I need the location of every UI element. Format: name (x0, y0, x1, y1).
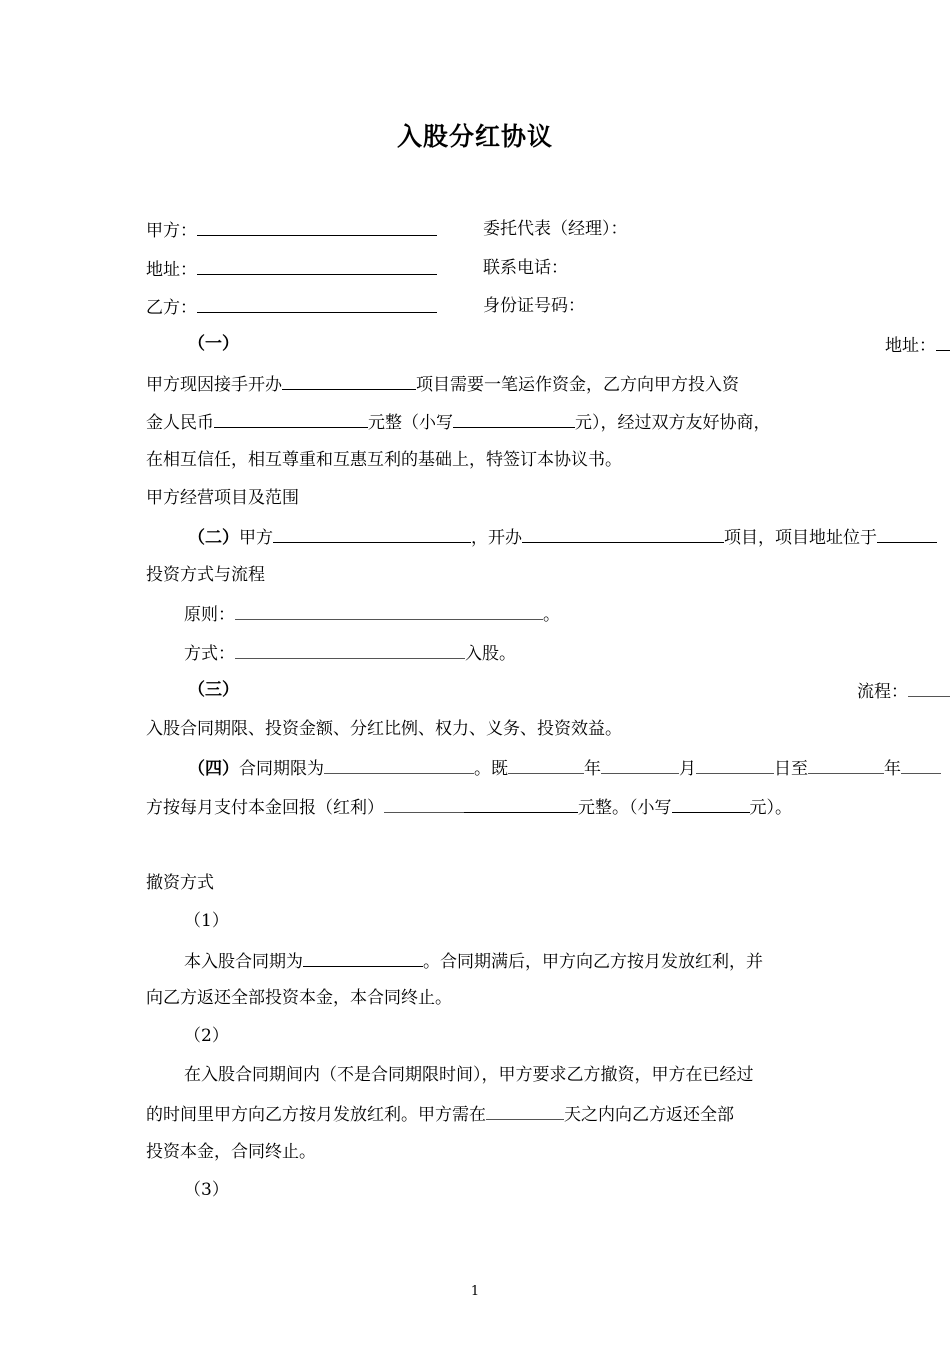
text-span: 金人民币 (146, 413, 214, 433)
text-span: 项目需要一笔运作资金，乙方向甲方投入资 (416, 375, 739, 395)
text-span: 元），经过双方友好协商， (575, 413, 771, 433)
section-3-line-1: 入股合同期限、投资金额、分红比例、权力、义务、投资效益。 (146, 719, 622, 739)
project-blank[interactable] (522, 524, 724, 543)
withdraw-item-1-line-1 (184, 948, 763, 974)
section-2-line-2: 投资方式与流程 (146, 565, 265, 585)
section-2-line-1 (188, 524, 937, 550)
text-span: 方按每月支付本金回报（红利） (146, 798, 384, 818)
section-1-line-1 (146, 371, 739, 397)
address-blank[interactable] (197, 256, 437, 275)
withdraw-heading: 撤资方式 (146, 873, 214, 893)
party-b-blank[interactable] (197, 294, 437, 313)
principle-line (184, 601, 560, 627)
withdraw-item-1-line-2: 向乙方返还全部投资本金，本合同终止。 (146, 988, 452, 1008)
project-address-blank[interactable] (877, 524, 937, 543)
withdraw-item-2-line-2 (146, 1101, 734, 1127)
flow-blank[interactable] (908, 678, 950, 697)
text-span: 月 (679, 759, 696, 779)
text-span: 。合同期满后，甲方向乙方按月发放红利，并 (423, 952, 763, 972)
page-number: 1 (470, 1284, 480, 1299)
dividend-blank-a[interactable] (384, 794, 464, 813)
method-line (184, 640, 516, 666)
text-span: 本入股合同期为 (184, 952, 303, 972)
section-1-number: （一） (188, 334, 239, 354)
phone-label: 联系电话： (483, 258, 568, 278)
address-line (146, 256, 437, 282)
text-span: 项目，项目地址位于 (724, 528, 877, 548)
section-2-number: （二） (188, 528, 239, 548)
term-blank[interactable] (324, 755, 474, 774)
section-1-address-blank[interactable] (936, 332, 950, 351)
text-span: 年 (884, 759, 901, 779)
dividend-blank-b[interactable] (464, 794, 578, 813)
text-span: 元整。（小写 (578, 798, 672, 818)
section-1-line-4: 甲方经营项目及范围 (146, 488, 299, 508)
text-span: 的时间里甲方向乙方按月发放红利。甲方需在 (146, 1105, 486, 1125)
principle-blank[interactable] (235, 601, 543, 620)
amount-capital-blank[interactable] (214, 409, 368, 428)
text-span: 甲方现因接手开办 (146, 375, 282, 395)
section-4-number: （四） (188, 759, 239, 779)
text-span: ，开办 (471, 528, 522, 548)
flow-line (857, 678, 950, 704)
address-label: 地址： (146, 260, 197, 280)
text-span: 。 (543, 605, 560, 625)
text-span: 年 (584, 759, 601, 779)
section-3-number: （三） (188, 680, 239, 700)
section-1-address (885, 332, 950, 358)
flow-label: 流程： (857, 682, 908, 702)
withdraw-item-2-line-3: 投资本金，合同终止。 (146, 1142, 316, 1162)
party-a-label: 甲方： (146, 221, 197, 241)
party-b-label: 乙方： (146, 298, 197, 318)
section-4-line-2 (146, 794, 792, 820)
text-span: 入股。 (465, 644, 516, 664)
withdraw-item-1-number: （1） (184, 911, 229, 931)
id-label: 身份证号码： (483, 296, 585, 316)
dividend-numeric-blank[interactable] (672, 794, 750, 813)
withdraw-item-2-number: （2） (184, 1026, 229, 1046)
section-1-line-3: 在相互信任，相互尊重和互惠互利的基础上，特签订本协议书。 (146, 450, 622, 470)
end-month-blank[interactable] (901, 755, 941, 774)
contract-term-blank[interactable] (303, 948, 423, 967)
document-title: 入股分红协议 (396, 122, 553, 151)
agent-label: 委托代表（经理）： (483, 219, 628, 239)
start-day-blank[interactable] (696, 755, 774, 774)
days-blank[interactable] (486, 1101, 564, 1120)
method-label: 方式： (184, 644, 235, 664)
text-span: 。既 (474, 759, 508, 779)
party-a-name-blank[interactable] (273, 524, 471, 543)
text-span: 合同期限为 (239, 759, 324, 779)
text-span: 甲方 (239, 528, 273, 548)
withdraw-item-3-number: （3） (184, 1180, 229, 1200)
principle-label: 原则： (184, 605, 235, 625)
method-blank[interactable] (235, 640, 465, 659)
project-name-blank[interactable] (282, 371, 416, 390)
start-year-blank[interactable] (508, 755, 584, 774)
text-span: 日至 (774, 759, 808, 779)
withdraw-item-2-line-1: 在入股合同期间内（不是合同期限时间），甲方要求乙方撤资，甲方在已经过 (184, 1065, 754, 1085)
text-span: 元）。 (749, 798, 792, 818)
end-year-blank[interactable] (808, 755, 884, 774)
text-span: 天之内向乙方返还全部 (564, 1105, 734, 1125)
amount-numeric-blank[interactable] (453, 409, 575, 428)
start-month-blank[interactable] (601, 755, 679, 774)
section-1-line-2 (146, 409, 771, 435)
party-b-line (146, 294, 437, 320)
section-1-address-label: 地址： (885, 336, 936, 356)
party-a-blank[interactable] (197, 217, 437, 236)
section-4-line-1 (188, 755, 941, 781)
party-a-line (146, 217, 437, 243)
text-span: 元整（小写 (368, 413, 453, 433)
